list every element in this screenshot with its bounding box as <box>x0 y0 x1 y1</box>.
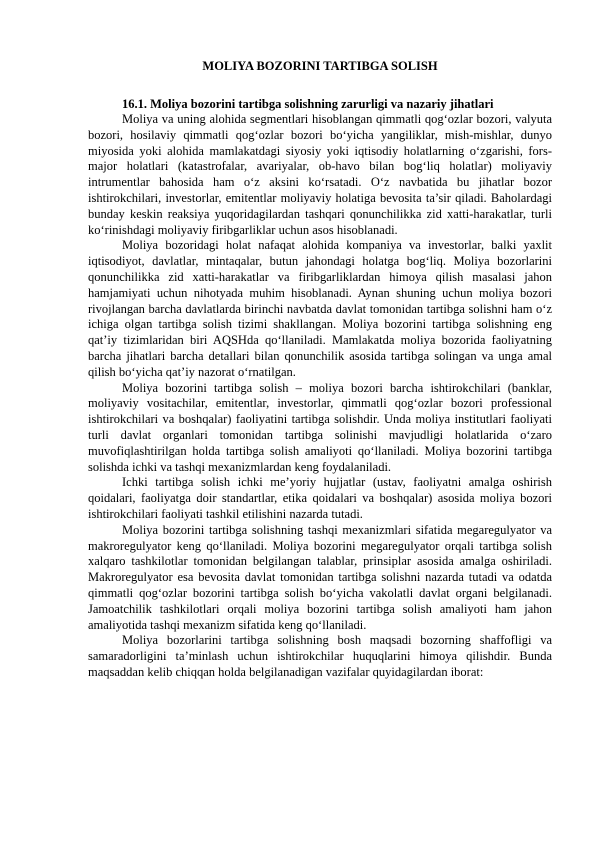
section-heading: 16.1. Moliya bozorini tartibga solishning zarurligi va nazariy jihatlari <box>122 97 494 111</box>
document-title: MOLIYA BOZORINI TARTIBGA SOLISH <box>202 59 438 73</box>
paragraph-5: Moliya bozorini tartibga solishning tashqi mexanizmlari sifatida megaregulyator va makroregulyator keng qo‘llaniladi. Moliya bozorini megaregulyator orqali tartibga solish xalqaro tashkilotlar tomonidan belgilangan talablar, prinsiplar asosida amalga oshiriladi. Makroregulyator esa bevosita davlat tomonidan tartibga solishni nazarda tutadi va odatda qimmatli qog‘ozlar bozorini tartibga solish bo‘yicha vakolatli davlat organi belgilanadi. Jamoatchilik tashkilotlari orqali moliya bozorini tartibga solish amaliyoti ham jahon amaliyotida tashqi mexanizm sifatida keng qo‘llaniladi. <box>88 522 552 632</box>
paragraph-4: Ichki tartibga solish ichki me’yoriy hujjatlar (ustav, faoliyatni amalga oshirish qoidalari, faoliyatga doir standartlar, etika qoidalari va boshqalar) asosida moliya bozori ishtirokchilari faoliyati tashkil etilishini nazarda tutadi. <box>88 475 552 521</box>
paragraph-6: Moliya bozorlarini tartibga solishning bosh maqsadi bozorning shaffofligi va samaradorligini ta’minlash uchun ishtirokchilar huquqlarini himoya qilishdir. Bunda maqsaddan kelib chiqqan holda belgilanadigan vazifalar quyidagilardan iborat: <box>88 633 552 679</box>
paragraph-1: Moliya va uning alohida segmentlari hisoblangan qimmatli qog‘ozlar bozori, valyuta bozori, hosilaviy qimmatli qog‘ozlar bozori bo‘yicha yangiliklar, mish-mishlar, dunyo miyosida yoki alohida mamlakatdagi siyosiy yoki iqtisodiy holatlarning o‘zgarishi, fors-major holatlari (katastrofalar, avariyalar, ob-havo bilan bog‘liq holatlar) moliyaviy intrumentlar bahosida ham o‘z aksini ko‘rsatadi. O‘z navbatida bu jihatlar bozor ishtirokchilari, investorlar, emitentlar moliyaviy holatiga bevosita ta’sir qiladi. Baholardagi bunday keskin reaksiya yuqoridagilardan tashqari qonunchilikka zid xatti-harakatlar, turli ko‘rinishdagi moliyaviy firibgarliklar uchun asos hisoblanadi. <box>88 112 552 237</box>
paragraph-3: Moliya bozorini tartibga solish – moliya bozori barcha ishtirokchilari (banklar, moliyaviy vositachilar, emitentlar, investorlar, qimmatli qog‘ozlar bozori professional ishtirokchilari va boshqalar) faoliyatini tartibga solishdir. Unda moliya institutlari faoliyati turli davlat organlari tomonidan tartibga solinishi mavjudligi holatlarida o‘zaro muvofiqlashtirilgan holda tartibga solish amaliyoti qo‘llaniladi. Moliya bozorini tartibga solishda ichki va tashqi mexanizmlardan keng foydalaniladi. <box>88 380 552 474</box>
paragraph-2: Moliya bozoridagi holat nafaqat alohida kompaniya va investorlar, balki yaxlit iqtisodiyot, davlatlar, mintaqalar, butun jahondagi holatga bog‘liq. Moliya bozorlarini qonunchilikka zid xatti-harakatlar va firibgarliklardan himoya qilish masalasi jahon hamjamiyati uchun nihotyada muhim hisoblanadi. Aynan shuning uchun moliya bozori rivojlangan barcha davlatlarda birinchi navbatda davlat tomonidan tartibga solishni ham o‘z ichiga olgan tartibga solish tizimi shakllangan. Moliya bozorini tartibga solishning eng qat’iy tizimlaridan biri AQSHda qo‘llaniladi. Mamlakatda moliya bozorida faoliyatning barcha jihatlari barcha detallari bilan qonunchilik asosida tartibga solingan va unga amal qilish bo‘yicha qat’iy nazorat o‘rnatilgan. <box>88 238 552 379</box>
document-page <box>88 58 552 681</box>
